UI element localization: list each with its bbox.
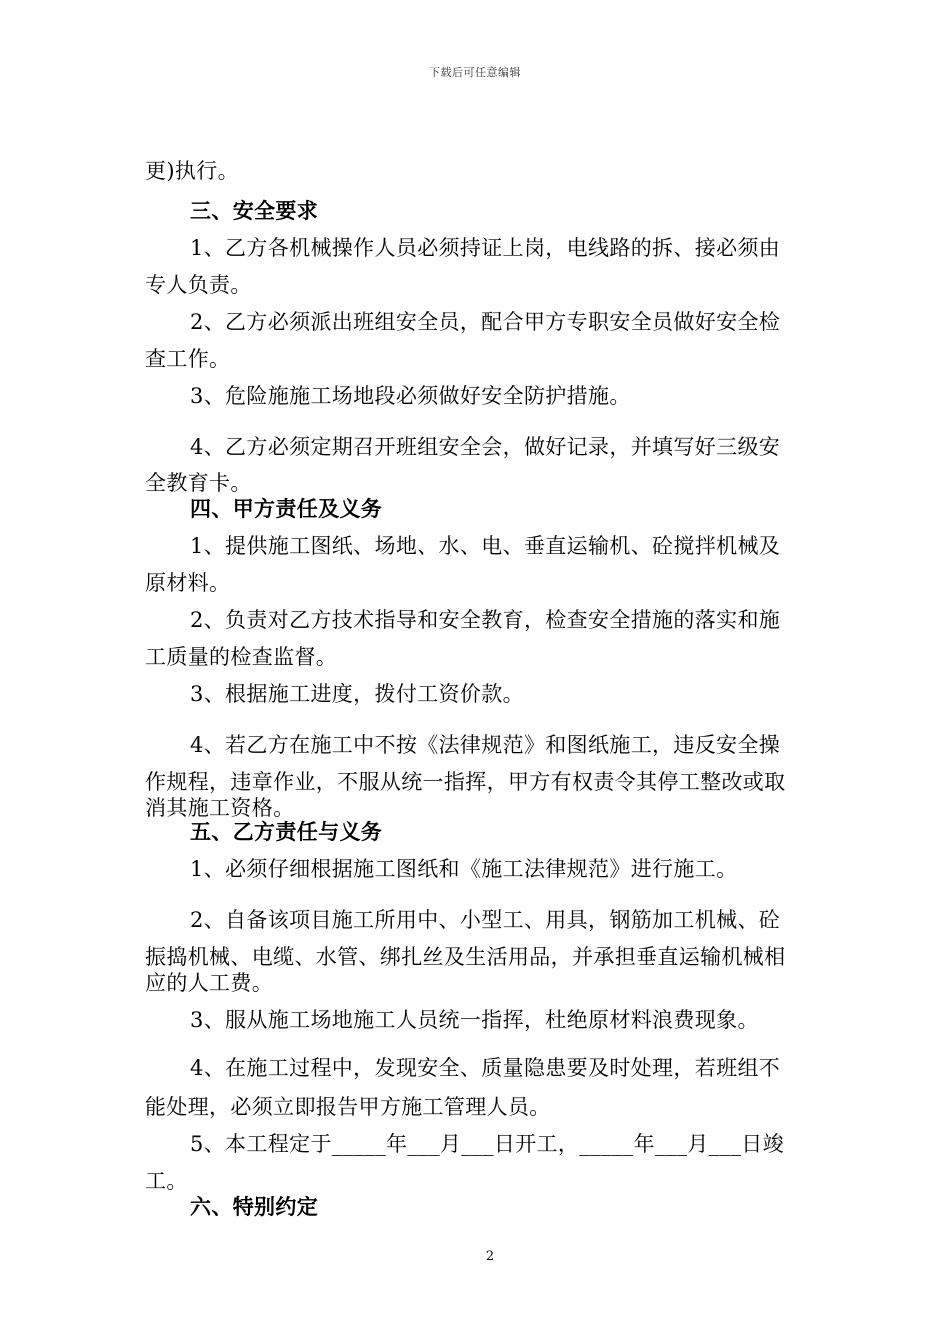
body-line: 查工作。 [145, 347, 231, 371]
section-heading-safety: 三、安全要求 [190, 198, 319, 223]
body-line: 全教育卡。 [145, 471, 252, 495]
section-heading-party-a: 四、甲方责任及义务 [190, 496, 383, 521]
body-line: 振捣机械、电缆、水管、绑扎丝及生活用品，并承担垂直运输机械相 [145, 945, 786, 969]
body-line: 1、乙方各机械操作人员必须持证上岗，电线路的拆、接必须由 [190, 236, 781, 260]
body-line: 工。 [145, 1169, 188, 1193]
page-number: 2 [485, 1249, 495, 1264]
body-line: 1、提供施工图纸、场地、水、电、垂直运输机、砼搅拌机械及 [190, 534, 781, 558]
body-line: 1、必须仔细根据施工图纸和《施工法律规范》进行施工。 [190, 857, 738, 881]
section-heading-party-b: 五、乙方责任与义务 [190, 819, 383, 844]
body-line: 3、危险施施工场地段必须做好安全防护措施。 [190, 384, 631, 408]
body-line: 更)执行。 [145, 159, 239, 183]
body-line: 专人负责。 [145, 273, 252, 297]
body-line: 消其施工资格。 [145, 796, 295, 820]
body-line: 2、负责对乙方技术指导和安全教育，检查安全措施的落实和施 [190, 608, 781, 632]
body-line: 2、自备该项目施工所用中、小型工、用具，钢筋加工机械、砼 [190, 908, 781, 932]
body-line: 2、乙方必须派出班组安全员，配合甲方专职安全员做好安全检 [190, 310, 781, 334]
body-line: 作规程，违章作业，不服从统一指挥，甲方有权责令其停工整改或取 [145, 770, 786, 794]
body-line: 3、根据施工进度，拨付工资价款。 [190, 682, 524, 706]
body-line: 原材料。 [145, 571, 231, 595]
body-line: 4、在施工过程中，发现安全、质量隐患要及时处理，若班组不 [190, 1056, 781, 1080]
section-heading-special-terms: 六、特别约定 [190, 1194, 319, 1219]
body-line: 应的人工费。 [145, 971, 274, 995]
page-header: 下载后可任意编辑 [429, 66, 521, 79]
body-line: 工质量的检查监督。 [145, 645, 338, 669]
body-line: 能处理，必须立即报告甲方施工管理人员。 [145, 1095, 551, 1119]
body-line: 4、若乙方在施工中不按《法律规范》和图纸施工，违反安全操 [190, 733, 781, 757]
body-line: 5、本工程定于_____年___月___日开工，_____年___月___日竣 [190, 1132, 785, 1156]
body-line: 3、服从施工场地施工人员统一指挥，杜绝原材料浪费现象。 [190, 1008, 759, 1032]
body-line: 4、乙方必须定期召开班组安全会，做好记录，并填写好三级安 [190, 435, 781, 459]
